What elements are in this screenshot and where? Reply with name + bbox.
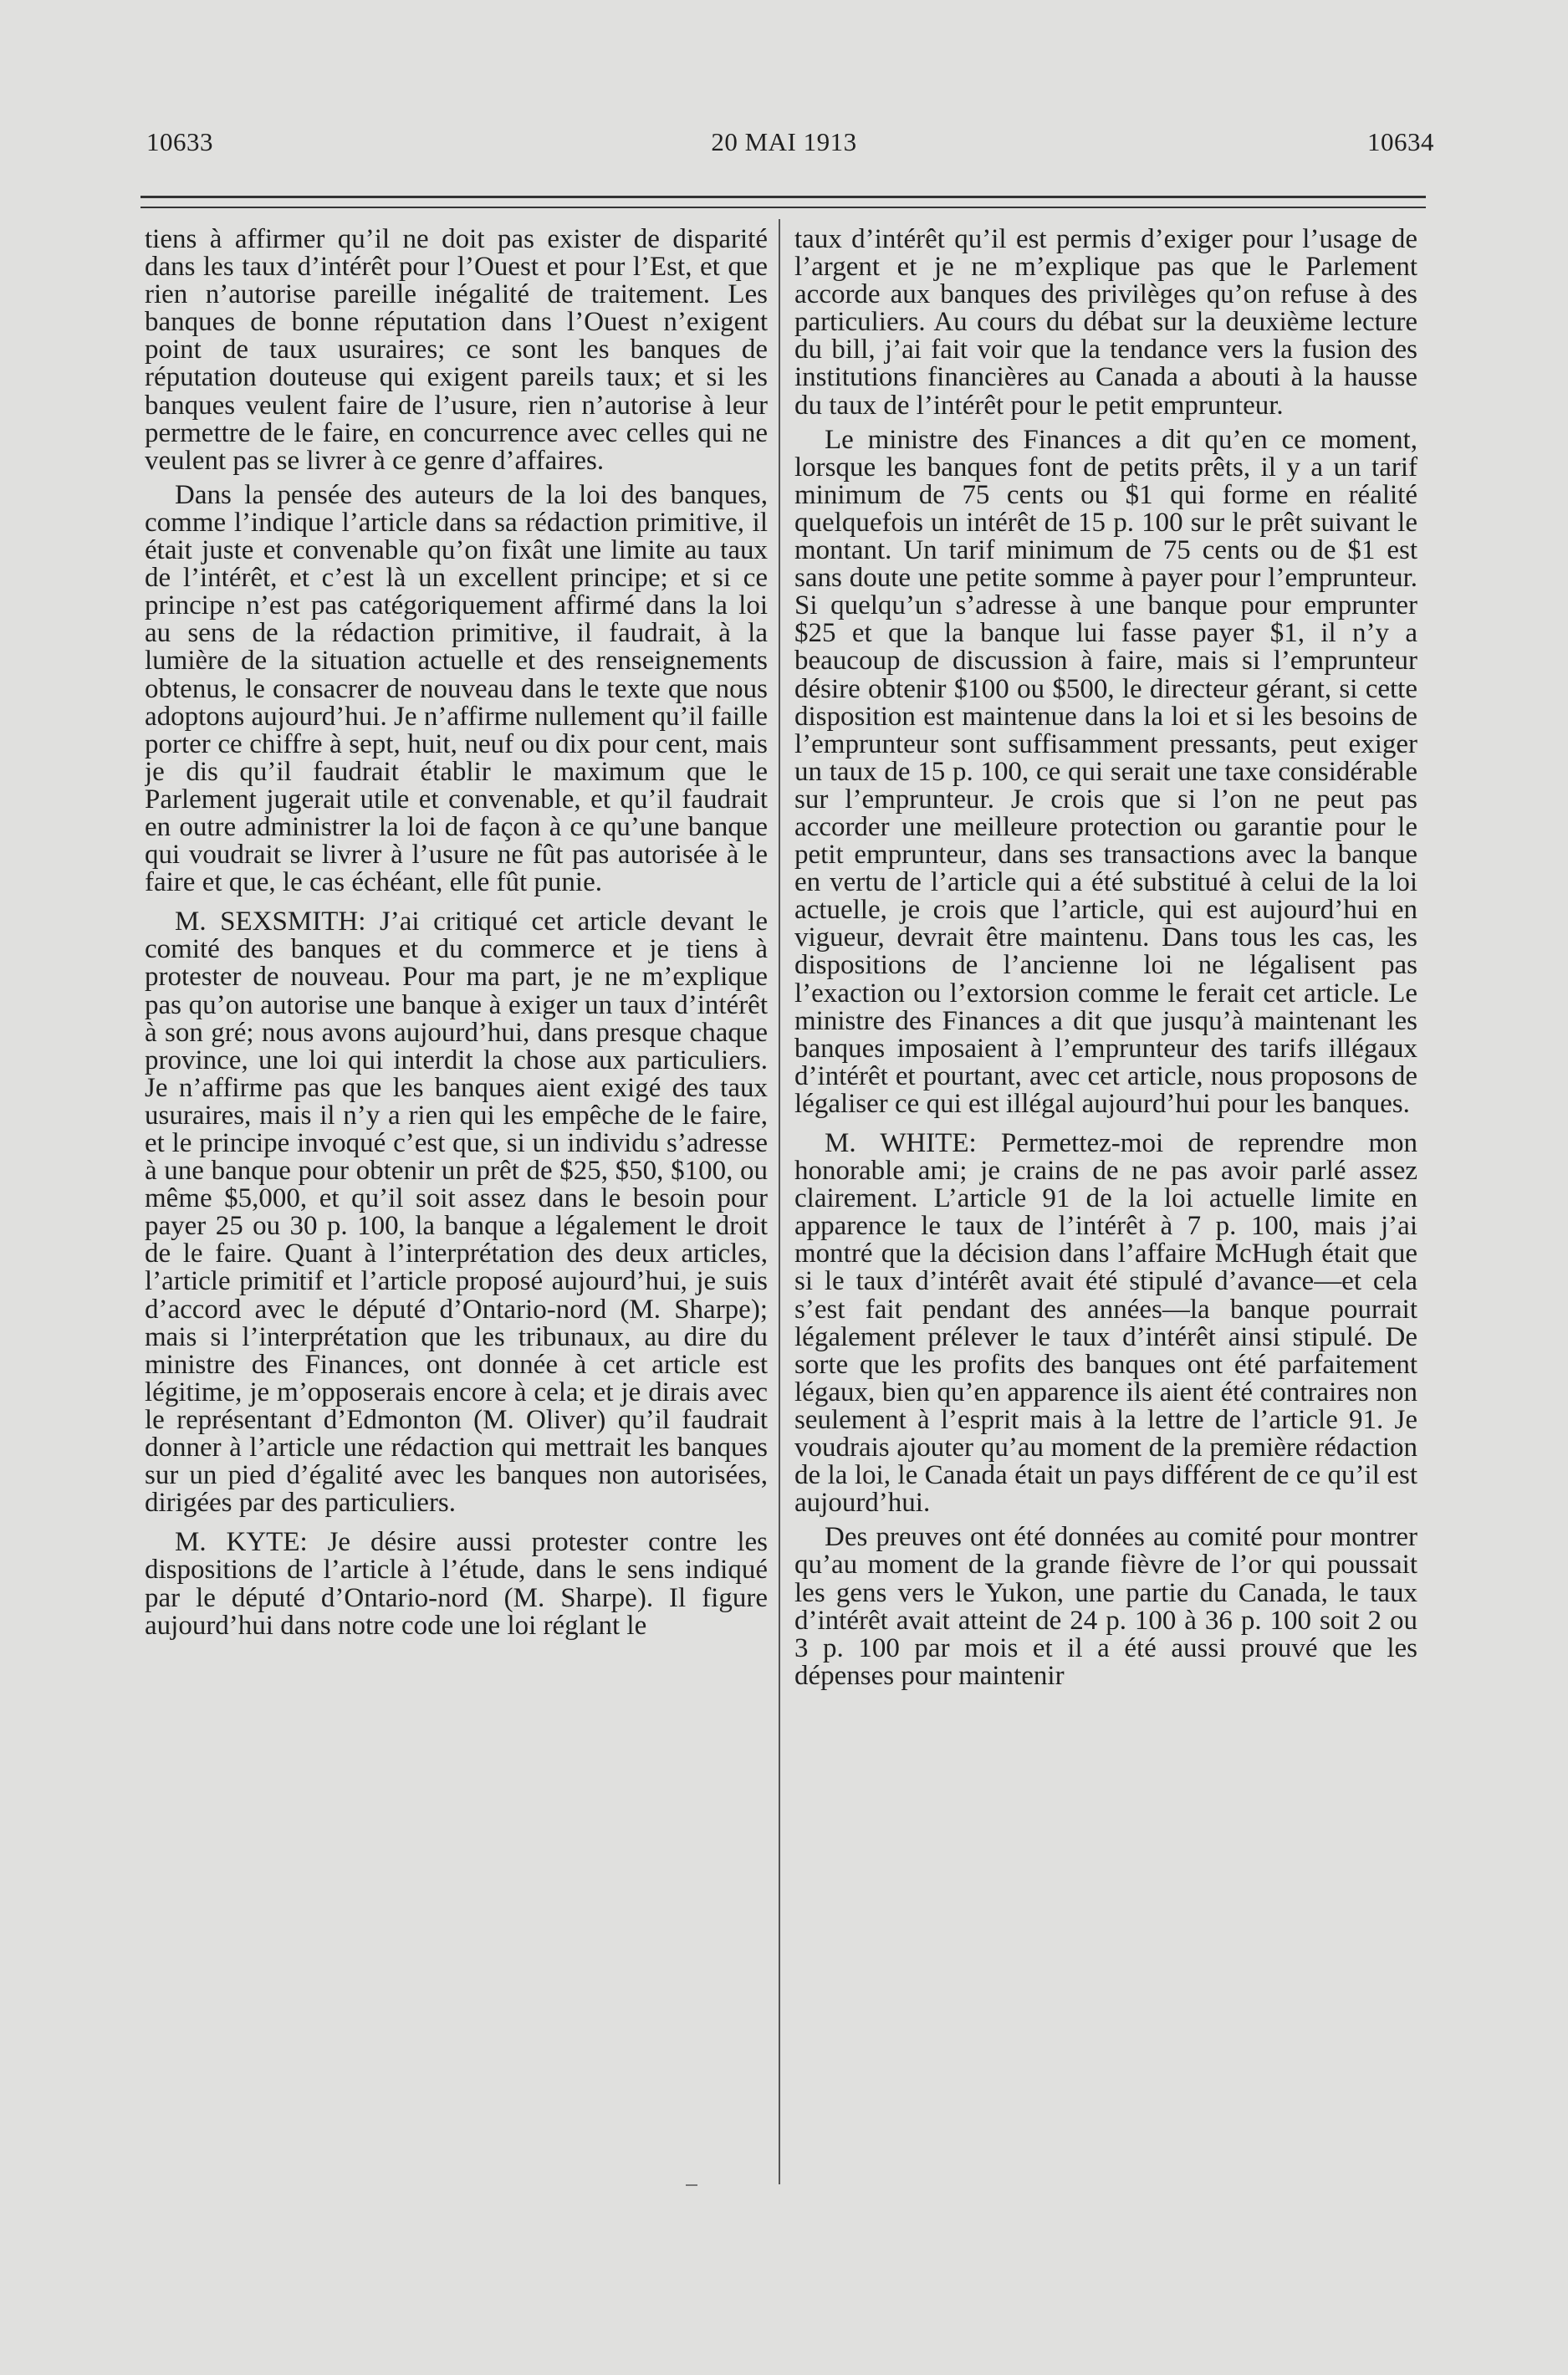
page-number-left: 10633 bbox=[146, 127, 213, 156]
column-divider bbox=[779, 219, 780, 2184]
page-number-right: 10634 bbox=[1367, 127, 1434, 156]
header-rule-bottom bbox=[140, 207, 1426, 208]
left-column bbox=[145, 226, 768, 2183]
left-paragraph-4: M. KYTE: Je désire aussi protester contre les dispositions de l’article à l’étude, dans le sens indiqué par le député d’Ontario-nord (M. Sharpe). Il figure aujourd’hui dans notre code une loi réglant le bbox=[145, 1527, 768, 1641]
header-rule-top bbox=[140, 196, 1426, 198]
left-paragraph-2: Dans la pensée des auteurs de la loi des banques, comme l’indique l’article dans sa rédaction primitive, il était juste et convenable qu’on fixât une limite au taux de l’intérêt, et c’est là un excellent principe; et si ce principe n’est pas catégoriquement affirmé dans la loi au sens de la rédaction primitive, il faudrait, à la lumière de la situation actuelle et des renseignements obtenus, le consacrer de nouveau dans le texte que nous adoptons aujourd’hui. Je n’affirme nullement qu’il faille porter ce chiffre à sept, huit, neuf ou dix pour cent, mais je dis qu’il faudrait établir le maximum que le Parlement jugerait utile et convenable, et qu’il faudrait en outre administrer la loi de façon à ce qu’une banque qui voudrait se livrer à l’usure ne fût pas autorisée à le faire et que, le cas échéant, elle fût punie. bbox=[145, 479, 768, 898]
right-paragraph-3: M. WHITE: Permettez-moi de reprendre mon honorable ami; je crains de ne pas avoir parlé assez clairement. L’article 91 de la loi actuelle limite en apparence le taux de l’intérêt à 7 p. 100, mais j’ai montré que la décision dans l’affaire McHugh était que si le taux d’intérêt avait été stipulé d’avance—et cela s’est fait pendant des années—la banque pourrait légalement prélever le taux d’intérêt ainsi stipulé. De sorte que les profits des banques ont été parfaitement légaux, bien qu’en apparence ils aient été contraires non seulement à l’esprit mais à la lettre de l’article 91. Je voudrais ajouter qu’au moment de la première rédaction de la loi, le Canada était un pays différent de ce qu’il est aujourd’hui. bbox=[794, 1128, 1417, 1519]
right-paragraph-4: Des preuves ont été données au comité pour montrer qu’au moment de la grande fièvre de l’or qui poussait les gens vers le Yukon, une partie du Canada, le taux d’intérêt avait atteint de 24 p. 100 à 36 p. 100 soit 2 ou 3 p. 100 par mois et il a été aussi prouvé que les dépenses pour maintenir bbox=[794, 1522, 1417, 1691]
left-paragraph-1: tiens à affirmer qu’il ne doit pas exister de disparité dans les taux d’intérêt pour l’Ouest et pour l’Est, et que rien n’autorise pareille inégalité de traitement. Les banques de bonne réputation dans l’Ouest n’exigent point de taux usuraires; ce sont les banques de réputation douteuse qui exigent pareils taux; et si les banques veulent faire de l’usure, rien n’autorise à leur permettre de le faire, en concurrence avec celles qui ne veulent pas se livrer à ce genre d’affaires. bbox=[145, 226, 768, 476]
right-column bbox=[794, 226, 1417, 2183]
page-date: 20 MAI 1913 bbox=[711, 127, 857, 156]
right-paragraph-2: Le ministre des Finances a dit qu’en ce moment, lorsque les banques font de petits prêts, il y a un tarif minimum de 75 cents ou $1 qui forme en réalité quelquefois un intérêt de 15 p. 100 sur le prêt suivant le montant. Un tarif minimum de 75 cents ou de $1 est sans doute une petite somme à payer pour l’emprunteur. Si quelqu’un s’adresse à une banque pour emprunter $25 et que la banque lui fasse payer $1, il n’y a beaucoup de discussion à faire, mais si l’emprunteur désire obtenir $100 ou $500, le directeur gérant, si cette disposition est maintenue dans la loi et si les besoins de l’emprunteur sont suffisamment pressants, peut exiger un taux de 15 p. 100, ce qui serait une taxe considérable sur l’emprunteur. Je crois que si l’on ne peut pas accorder une meilleure protection ou garantie pour le petit emprunteur, dans ses transactions avec la banque en vertu de l’article qui a été substitué à celui de la loi actuelle, je crois que l’article, qui est aujourd’hui en vigueur, devrait être maintenu. Dans tous les cas, les dispositions de l’ancienne loi ne légalisent pas l’exaction ou l’extorsion comme le ferait cet article. Le ministre des Finances a dit que jusqu’à maintenant les banques imposaient à l’emprunteur des tarifs illégaux d’intérêt et pourtant, avec cet article, nous proposons de légaliser ce qui est illégal aujourd’hui pour les banques. bbox=[794, 424, 1417, 1119]
right-paragraph-1: taux d’intérêt qu’il est permis d’exiger pour l’usage de l’argent et je ne m’explique pas que le Parlement accorde aux banques des privilèges qu’on refuse à des particuliers. Au cours du débat sur la deuxième lecture du bill, j’ai fait voir que la tendance vers la fusion des institutions financières au Canada a abouti à la hausse du taux de l’intérêt pour le petit emprunteur. bbox=[794, 226, 1417, 421]
left-paragraph-3: M. SEXSMITH: J’ai critiqué cet article devant le comité des banques et du commerce et je tiens à protester de nouveau. Pour ma part, je ne m’explique pas qu’on autorise une banque à exiger un taux d’intérêt à son gré; nous avons aujourd’hui, dans presque chaque province, une loi qui interdit la chose aux particuliers. Je n’affirme pas que les banques aient exigé des taux usuraires, mais il n’y a rien qui les empêche de le faire, et le principe invoqué c’est que, si un individu s’adresse à une banque pour obtenir un prêt de $25, $50, $100, ou même $5,000, et qu’il soit assez dans le besoin pour payer 25 ou 30 p. 100, la banque a légalement le droit de le faire. Quant à l’interprétation des deux articles, l’article primitif et l’article proposé aujourd’hui, je suis d’accord avec le député d’Ontario-nord (M. Sharpe); mais si l’interprétation que les tribunaux, au dire du ministre des Finances, ont donnée à cet article est légitime, je m’opposerais encore à cela; et je dirais avec le représentant d’Edmonton (M. Oliver) qu’il faudrait donner à l’article une rédaction qui mettrait les banques sur un pied d’égalité avec les banques non autorisées, dirigées par des particuliers. bbox=[145, 907, 768, 1519]
footer-mark bbox=[686, 2184, 697, 2186]
